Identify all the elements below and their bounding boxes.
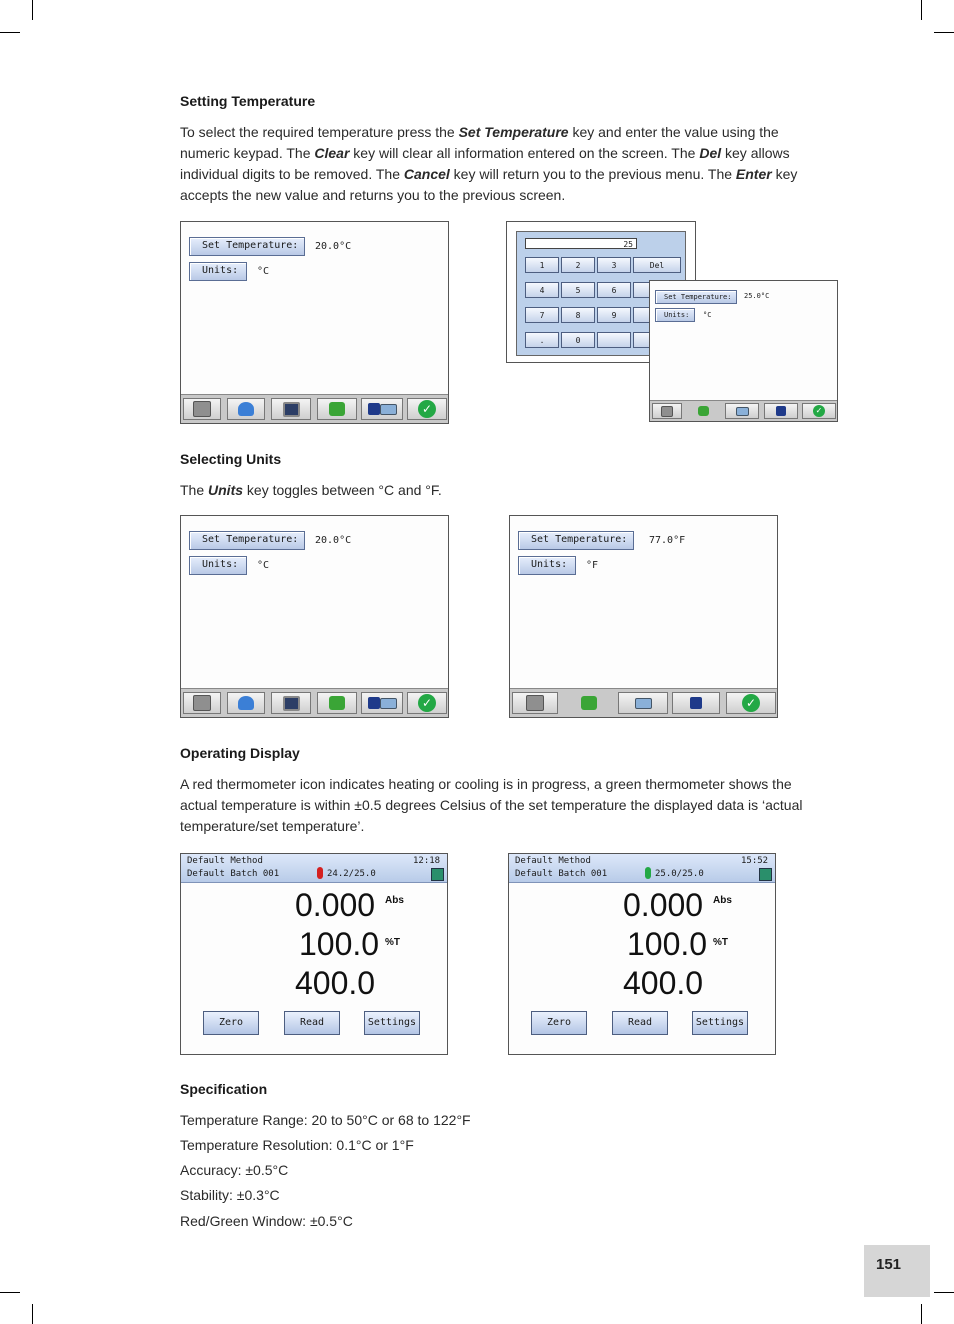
heading-operating-display: Operating Display bbox=[180, 745, 300, 761]
setting-temperature-paragraph: To select the required temperature press the Set Temperature key and enter the value using the numeric keypad. The Clear key will clear all information entered on the screen. The Del key allows individual digits to be removed. The Cancel key will return you to the previous menu. The Enter key accepts the new value and returns you to the previous screen. bbox=[180, 124, 798, 203]
addon-button[interactable] bbox=[317, 398, 357, 420]
crop-mark bbox=[32, 1304, 33, 1324]
toolbar bbox=[181, 394, 448, 423]
toolbar bbox=[181, 688, 448, 717]
temperature-screen-b bbox=[649, 280, 838, 422]
puzzle-icon bbox=[698, 406, 709, 416]
keypad-key[interactable]: 6 bbox=[597, 282, 631, 298]
tools-button[interactable] bbox=[183, 692, 221, 714]
set-temperature-button[interactable]: Set Temperature: bbox=[655, 290, 737, 304]
tools-icon bbox=[193, 695, 211, 711]
keypad-key[interactable]: 4 bbox=[525, 282, 559, 298]
print-button[interactable] bbox=[618, 692, 668, 714]
set-temperature-value: 77.0°F bbox=[649, 535, 686, 546]
units-value: °F bbox=[586, 560, 599, 571]
save-button[interactable] bbox=[672, 692, 720, 714]
addon-button[interactable] bbox=[688, 403, 718, 419]
addon-button[interactable] bbox=[317, 692, 357, 714]
users-icon bbox=[238, 696, 254, 710]
tools-icon bbox=[193, 401, 211, 417]
save-icon bbox=[690, 697, 702, 709]
crop-mark bbox=[32, 0, 33, 20]
monitor-icon bbox=[283, 402, 300, 417]
printer-icon bbox=[380, 698, 397, 709]
settings-button[interactable]: Settings bbox=[364, 1011, 420, 1035]
users-button[interactable] bbox=[227, 398, 265, 420]
spec-line: Red/Green Window: ±0.5°C bbox=[180, 1213, 353, 1229]
crop-mark bbox=[0, 1292, 20, 1293]
set-temperature-value: 25.0°C bbox=[744, 292, 770, 300]
clock: 12:18 bbox=[413, 856, 441, 866]
tools-icon bbox=[661, 406, 673, 417]
tools-button[interactable] bbox=[183, 398, 221, 420]
keypad-key[interactable]: 1 bbox=[525, 257, 559, 273]
thermometer-icon bbox=[317, 867, 323, 879]
display-button[interactable] bbox=[271, 398, 311, 420]
puzzle-icon bbox=[581, 696, 597, 710]
units-button[interactable]: Units: bbox=[189, 262, 247, 281]
keypad-key[interactable]: Del bbox=[633, 257, 681, 273]
save-icon bbox=[368, 697, 380, 709]
read-button[interactable]: Read bbox=[284, 1011, 340, 1035]
thermometer-icon bbox=[645, 867, 651, 879]
keypad-display: 25 bbox=[525, 238, 637, 249]
toolbar bbox=[650, 400, 837, 421]
heading-specification: Specification bbox=[180, 1081, 268, 1097]
set-temperature-button[interactable]: Set Temperature: bbox=[189, 237, 305, 256]
clock: 15:52 bbox=[741, 856, 769, 866]
keypad-key[interactable]: 5 bbox=[561, 282, 595, 298]
wavelength-value: 400.0 bbox=[623, 965, 704, 1001]
accept-button[interactable] bbox=[802, 403, 836, 419]
temperature-screen-d bbox=[509, 515, 778, 718]
keypad-key[interactable]: 7 bbox=[525, 307, 559, 323]
set-temperature-button[interactable]: Set Temperature: bbox=[518, 531, 634, 550]
heading-selecting-units: Selecting Units bbox=[180, 451, 282, 467]
spec-line: Stability: ±0.3°C bbox=[180, 1187, 280, 1203]
crop-mark bbox=[934, 32, 954, 33]
puzzle-icon bbox=[329, 402, 345, 416]
operating-display-right bbox=[508, 853, 776, 1055]
absorbance-value: 0.000 bbox=[623, 887, 704, 923]
selecting-units-paragraph: The Units key toggles between °C and °F. bbox=[180, 482, 442, 498]
crop-mark bbox=[921, 1304, 922, 1324]
absorbance-unit: Abs bbox=[385, 895, 404, 906]
printer-icon bbox=[736, 407, 749, 416]
monitor-icon bbox=[283, 696, 300, 711]
save-print-button[interactable] bbox=[361, 692, 403, 714]
keypad-key[interactable]: 3 bbox=[597, 257, 631, 273]
crop-mark bbox=[921, 0, 922, 20]
crop-mark bbox=[934, 1292, 954, 1293]
tools-icon bbox=[526, 695, 544, 711]
check-icon: ✓ bbox=[813, 405, 825, 417]
display-button[interactable] bbox=[271, 692, 311, 714]
crop-mark bbox=[0, 32, 20, 33]
set-temperature-button[interactable]: Set Temperature: bbox=[189, 531, 305, 550]
check-icon: ✓ bbox=[418, 400, 436, 418]
heading-setting-temperature: Setting Temperature bbox=[180, 93, 316, 109]
printer-icon bbox=[380, 404, 397, 415]
toolbar bbox=[510, 688, 777, 717]
units-value: °C bbox=[703, 311, 712, 319]
save-icon bbox=[431, 868, 444, 881]
transmittance-value: 100.0 bbox=[299, 926, 380, 962]
accept-button[interactable] bbox=[407, 398, 447, 420]
tools-button[interactable] bbox=[512, 692, 558, 714]
transmittance-unit: %T bbox=[385, 937, 400, 948]
save-icon bbox=[759, 868, 772, 881]
temperature-readout: 25.0/25.0 bbox=[655, 869, 704, 879]
absorbance-unit: Abs bbox=[713, 895, 732, 906]
set-temperature-value: 20.0°C bbox=[315, 241, 352, 252]
transmittance-value: 100.0 bbox=[627, 926, 708, 962]
keypad-key[interactable]: . bbox=[525, 332, 559, 348]
units-value: °C bbox=[257, 266, 270, 277]
keypad-key[interactable]: 0 bbox=[561, 332, 595, 348]
status-header bbox=[181, 854, 447, 883]
users-button[interactable] bbox=[227, 692, 265, 714]
units-value: °C bbox=[257, 560, 270, 571]
wavelength-value: 400.0 bbox=[295, 965, 376, 1001]
check-icon: ✓ bbox=[418, 694, 436, 712]
save-icon bbox=[368, 403, 380, 415]
save-print-button[interactable] bbox=[361, 398, 403, 420]
temperature-screen-c bbox=[180, 515, 449, 718]
puzzle-icon bbox=[329, 696, 345, 710]
batch-name: Default Batch 001 bbox=[515, 869, 608, 879]
transmittance-unit: %T bbox=[713, 937, 728, 948]
save-icon bbox=[776, 406, 786, 416]
spec-line: Temperature Range: 20 to 50°C or 68 to 122°F bbox=[180, 1112, 471, 1128]
accept-button[interactable] bbox=[407, 692, 447, 714]
accept-button[interactable] bbox=[726, 692, 776, 714]
method-name: Default Method bbox=[187, 856, 263, 866]
addon-button[interactable] bbox=[564, 692, 614, 714]
keypad-key[interactable] bbox=[597, 332, 631, 348]
temperature-screen-a bbox=[180, 221, 449, 424]
keypad-key[interactable]: 8 bbox=[561, 307, 595, 323]
method-name: Default Method bbox=[515, 856, 591, 866]
spec-line: Temperature Resolution: 0.1°C or 1°F bbox=[180, 1137, 414, 1153]
read-button[interactable]: Read bbox=[612, 1011, 668, 1035]
operating-display-left bbox=[180, 853, 448, 1055]
printer-icon bbox=[635, 698, 652, 709]
keypad-key[interactable]: 2 bbox=[561, 257, 595, 273]
keypad-key[interactable]: 9 bbox=[597, 307, 631, 323]
zero-button[interactable]: Zero bbox=[203, 1011, 259, 1035]
batch-name: Default Batch 001 bbox=[187, 869, 280, 879]
units-button[interactable]: Units: bbox=[518, 556, 576, 575]
page-number: 151 bbox=[864, 1245, 930, 1297]
set-temperature-value: 20.0°C bbox=[315, 535, 352, 546]
print-button[interactable] bbox=[725, 403, 759, 419]
check-icon: ✓ bbox=[742, 694, 760, 712]
operating-display-paragraph: A red thermometer icon indicates heating or cooling is in progress, a green thermometer shows the actual temperature is within ±0.5 degrees Celsius of the set temperature the displayed data is ‘actual temperature/set temperature’. bbox=[180, 776, 803, 834]
spec-line: Accuracy: ±0.5°C bbox=[180, 1162, 289, 1178]
tools-button[interactable] bbox=[652, 403, 682, 419]
save-button[interactable] bbox=[764, 403, 798, 419]
temperature-readout: 24.2/25.0 bbox=[327, 869, 376, 879]
settings-button[interactable]: Settings bbox=[692, 1011, 748, 1035]
absorbance-value: 0.000 bbox=[295, 887, 376, 923]
users-icon bbox=[238, 402, 254, 416]
units-button[interactable]: Units: bbox=[655, 308, 695, 322]
zero-button[interactable]: Zero bbox=[531, 1011, 587, 1035]
status-header bbox=[509, 854, 775, 883]
units-button[interactable]: Units: bbox=[189, 556, 247, 575]
